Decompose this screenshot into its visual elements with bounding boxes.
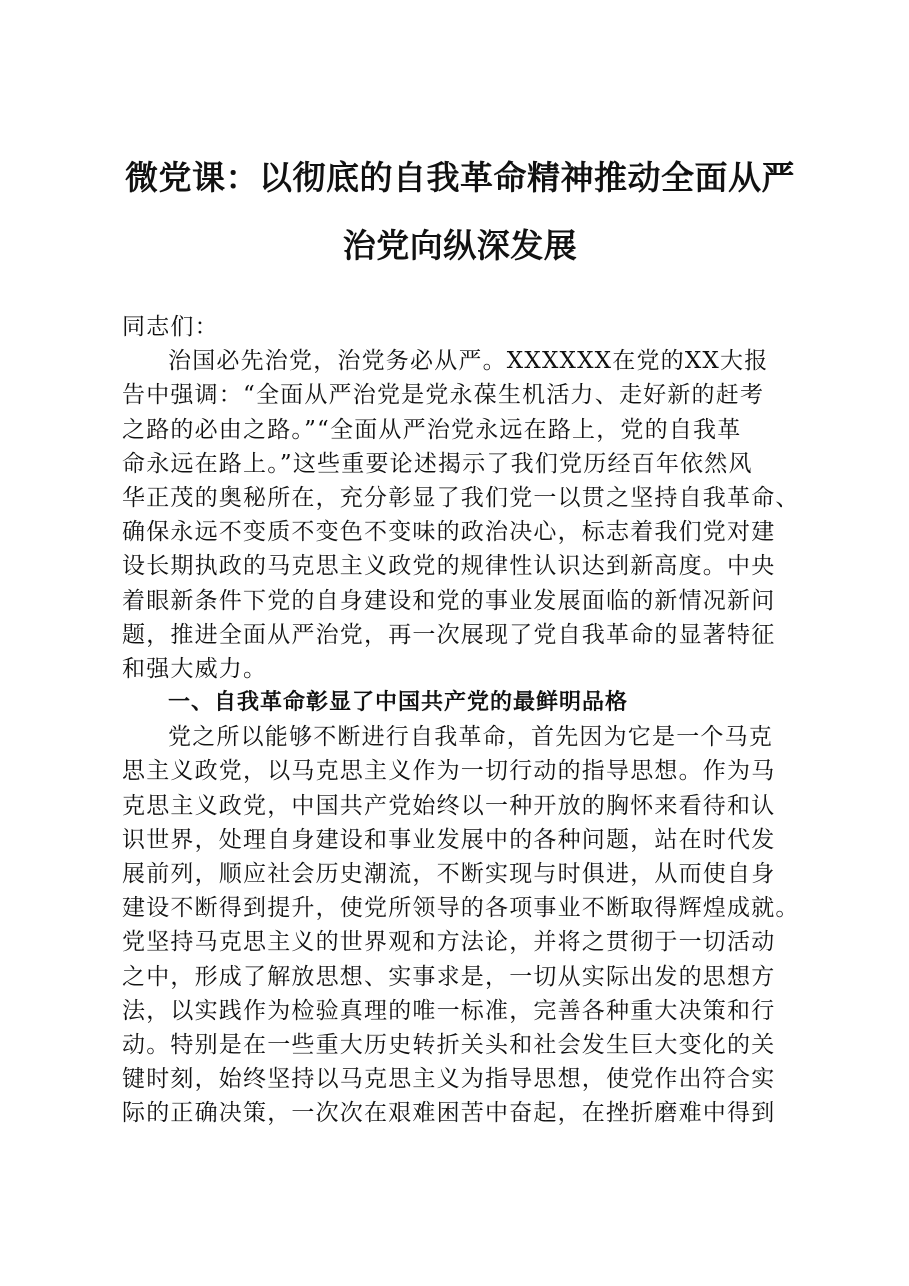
paragraph-line: 之中，形成了解放思想、实事求是，一切从实际出发的思想方 — [122, 963, 776, 990]
paragraph-line: 党之所以能够不断进行自我革命，首先因为它是一个马克 — [168, 724, 773, 751]
paragraph-line: 际的正确决策，一次次在艰难困苦中奋起，在挫折磨难中得到 — [122, 1100, 776, 1127]
paragraph-line: 键时刻，始终坚持以马克思主义为指导思想，使党作出符合实 — [122, 1066, 776, 1093]
paragraph-line: 建设不断得到提升，使党所领导的各项事业不断取得辉煌成就。 — [122, 895, 800, 922]
paragraph-line: 识世界，处理自身建设和事业发展中的各种问题，站在时代发 — [122, 826, 776, 853]
paragraph-line: 之路的必由之路。”“全面从严治党永远在路上，党的自我革 — [122, 416, 742, 443]
paragraph-line: 思主义政党，以马克思主义作为一切行动的指导思想。作为马 — [122, 758, 776, 785]
paragraph-line: 治国必先治党，治党务必从严。XXXXXX在党的XX大报 — [168, 348, 769, 375]
paragraph-line: 动。特别是在一些重大历史转折关头和社会发生巨大变化的关 — [122, 1031, 776, 1058]
paragraph-line: 着眼新条件下党的自身建设和党的事业发展面临的新情况新问 — [122, 587, 776, 614]
paragraph-line: 华正茂的奥秘所在，充分彰显了我们党一以贯之坚持自我革命、 — [122, 484, 800, 511]
document-body — [122, 310, 802, 1131]
paragraph-line: 告中强调：“全面从严治党是党永葆生机活力、走好新的赶考 — [122, 382, 765, 409]
paragraph-line: 设长期执政的马克思主义政党的规律性认识达到新高度。中央 — [122, 553, 776, 580]
paragraph-line: 党坚持马克思主义的世界观和方法论，并将之贯彻于一切活动 — [122, 929, 776, 956]
paragraph-line: 和强大威力。 — [122, 655, 268, 682]
paragraph-line: 题，推进全面从严治党，再一次展现了党自我革命的显著特征 — [122, 621, 776, 648]
document-title-line-1: 微党课：以彻底的自我革命精神推动全面从严 — [125, 158, 795, 197]
document-title-line-2: 治党向纵深发展 — [342, 226, 578, 265]
section-heading: 一、自我革命彰显了中国共产党的最鲜明品格 — [168, 690, 629, 716]
paragraph-line: 确保永远不变质不变色不变味的政治决心，标志着我们党对建 — [122, 519, 776, 546]
paragraph-line: 法，以实践作为检验真理的唯一标准，完善各种重大决策和行 — [122, 997, 776, 1024]
paragraph-line: 展前列，顺应社会历史潮流，不断实现与时俱进，从而使自身 — [122, 861, 776, 887]
salutation: 同志们： — [122, 314, 219, 340]
paragraph-line: 命永远在路上。”这些重要论述揭示了我们党历经百年依然风 — [122, 450, 753, 477]
paragraph-line: 克思主义政党，中国共产党始终以一种开放的胸怀来看待和认 — [122, 792, 776, 819]
